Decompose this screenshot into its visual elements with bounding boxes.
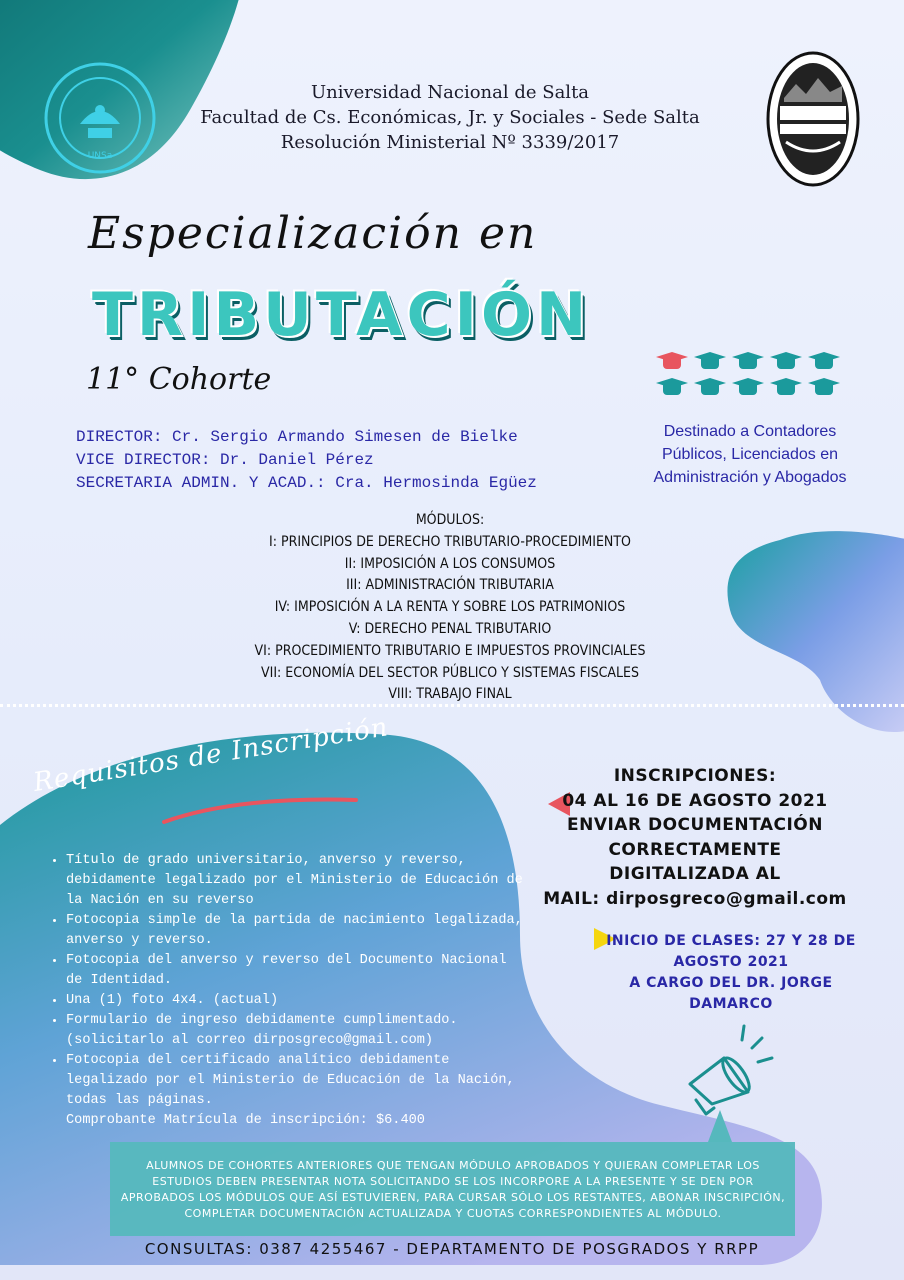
module-item: V: DERECHO PENAL TRIBUTARIO (348, 620, 552, 637)
requirements-underline (160, 792, 360, 826)
classes-line: AGOSTO 2021 (673, 954, 789, 970)
staff-list (76, 426, 537, 495)
graduation-cap-icon (732, 378, 764, 398)
module-item: VII: ECONOMÍA DEL SECTOR PÚBLICO Y SISTEMAS FISCALES (261, 664, 639, 681)
requirements-title: Requisitos de Inscripción (31, 712, 391, 798)
registration-line: CORRECTAMENTE DIGITALIZADA AL (608, 839, 782, 884)
resolution-number: Resolución Ministerial Nº 3339/2017 (280, 132, 620, 153)
graduation-cap-icon (808, 378, 840, 398)
requirement-item: • Fotocopia del certificado analítico debidamente legalizado por el Ministerio de Educación de la Nación, todas las páginas. (66, 1051, 528, 1111)
university-seal-logo (766, 50, 860, 188)
target-audience-line: Públicos, Licenciados en (661, 446, 839, 463)
graduation-cap-icon (694, 378, 726, 398)
faculty-seal-logo (40, 58, 160, 178)
classes-line: A CARGO DEL DR. JORGE DAMARCO (629, 975, 833, 1012)
requirement-item: • Formulario de ingreso debidamente cumplimentado. (solicitarlo al correo dirposgreco@gmail.com) (66, 1011, 528, 1051)
target-audience-line: Administración y Abogados (653, 469, 847, 486)
svg-text:UNSa: UNSa (87, 151, 113, 161)
graduation-cap-icon (808, 352, 840, 372)
graduation-cap-icon (770, 378, 802, 398)
registration-line: 04 AL 16 DE AGOSTO 2021 (562, 790, 828, 811)
graduation-cap-icon (656, 352, 688, 372)
target-audience-line: Destinado a Contadores (663, 423, 837, 440)
module-item: II: IMPOSICIÓN A LOS CONSUMOS (344, 555, 556, 572)
registration-fee: Comprobante Matrícula de inscripción: $6.400 (66, 1113, 425, 1128)
vice-director-line: VICE DIRECTOR: Dr. Daniel Pérez (76, 451, 374, 469)
modules-list (140, 510, 760, 706)
graduation-cap-icon (770, 352, 802, 372)
module-item: III: ADMINISTRACIÓN TRIBUTARIA (346, 577, 554, 594)
secretary-line: SECRETARIA ADMIN. Y ACAD.: Cra. Hermosinda Egüez (76, 474, 537, 492)
module-item: VI: PROCEDIMIENTO TRIBUTARIO E IMPUESTOS PROVINCIALES (254, 642, 646, 659)
module-item: I: PRINCIPIOS DE DERECHO TRIBUTARIO-PROCEDIMIENTO (269, 533, 631, 550)
requirement-item: • Fotocopia del anverso y reverso del Documento Nacional de Identidad. (66, 951, 528, 991)
registration-line: INSCRIPCIONES: (613, 766, 777, 786)
registration-line: ENVIAR DOCUMENTACIÓN (566, 815, 823, 835)
contact-footer: CONSULTAS: 0387 4255467 - DEPARTAMENTO DE POSGRADOS Y RRPP (144, 1240, 760, 1258)
registration-info (536, 764, 854, 911)
graduation-cap-icon (656, 378, 688, 398)
graduation-cap-icon (694, 352, 726, 372)
graduation-caps (656, 352, 846, 404)
modules-heading: MÓDULOS: (415, 512, 485, 528)
module-item: VIII: TRABAJO FINAL (388, 686, 512, 703)
cohort-label: 11° Cohorte (86, 362, 272, 397)
director-line: DIRECTOR: Cr. Sergio Armando Simesen de Bielke (76, 428, 518, 446)
module-item: IV: IMPOSICIÓN A LA RENTA Y SOBRE LOS PATRIMONIOS (274, 599, 626, 616)
requirement-item: • Una (1) foto 4x4. (actual) (66, 991, 528, 1011)
notice-pointer (708, 1110, 732, 1142)
title-main: TRIBUTACIÓN (92, 280, 591, 350)
university-name: Universidad Nacional de Salta (310, 82, 590, 103)
requirement-item: • Fotocopia simple de la partida de nacimiento legalizada, anverso y reverso. (66, 911, 528, 951)
requirements-list (48, 851, 528, 1131)
registration-email: MAIL: dirposgreco@gmail.com (543, 888, 847, 909)
classes-info (596, 931, 866, 1015)
graduation-cap-icon (732, 352, 764, 372)
institution-header (150, 80, 750, 155)
target-audience (640, 420, 860, 489)
classes-line: INICIO DE CLASES: 27 Y 28 DE (606, 933, 856, 949)
requirement-item: • Título de grado universitario, anverso y reverso, debidamente legalizado por el Ministerio de Educación de la Nación en su reverso (66, 851, 528, 911)
notice-text: ALUMNOS DE COHORTES ANTERIORES QUE TENGAN MÓDULO APROBADOS Y QUIERAN COMPLETAR LOS ESTUDIOS DEBEN PRESENTAR NOTA SOLICITANDO SE LOS INCORPORE A LA PRESENTE Y SE DEN POR APROBADOS LOS MÓDULOS QUE ASÍ ESTUVIEREN, PARA CURSAR SÓLO LOS RESTANTES, ABONAR INSCRIPCIÓN, COMPLETAR DOCUMENTACIÓN ACTUALIZADA Y CUOTAS CORRESPONDIENTES AL MÓDULO. (120, 1159, 786, 1220)
faculty-name: Facultad de Cs. Económicas, Jr. y Sociales - Sede Salta (200, 107, 700, 128)
title-script: Especialización en (88, 208, 538, 259)
